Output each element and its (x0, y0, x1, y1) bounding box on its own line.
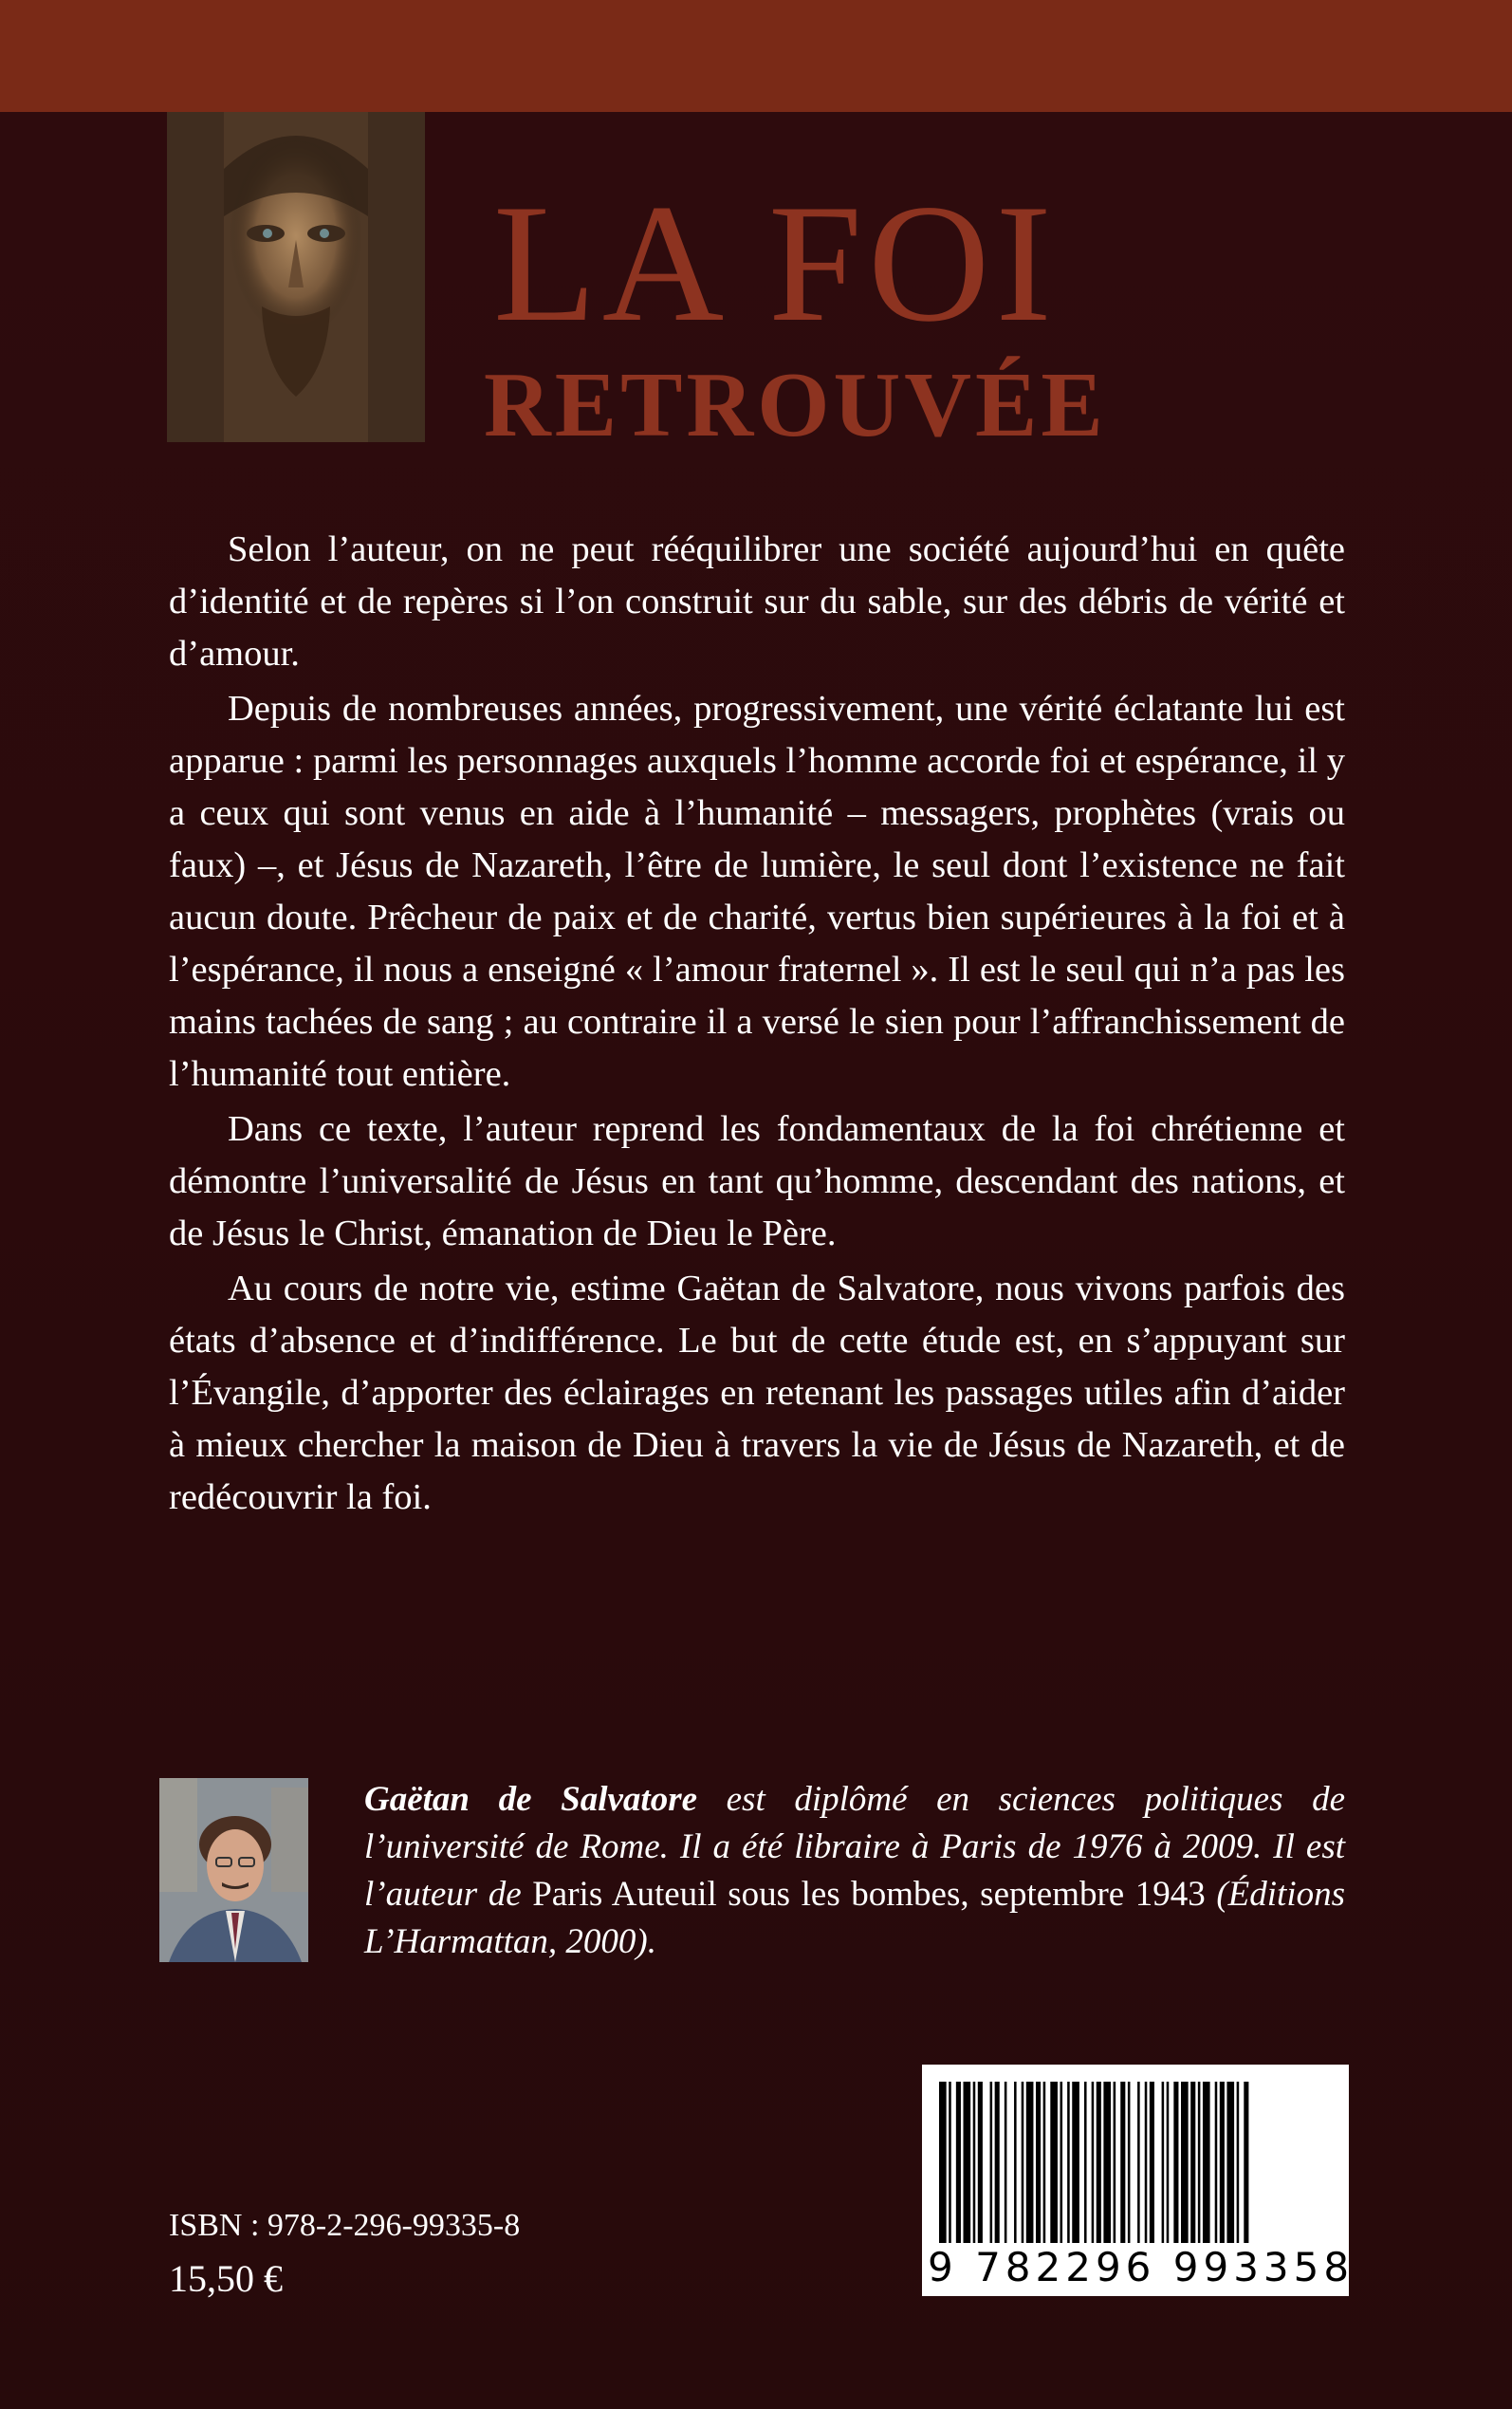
shroud-face-image (167, 112, 425, 442)
barcode-bar (973, 2082, 976, 2243)
price-label: 15,50 € (169, 2257, 283, 2300)
barcode (922, 2065, 1355, 2296)
book-title-line2: RETROUVÉE (484, 354, 1107, 456)
author-name: Gaëtan de Salvatore (364, 1780, 698, 1819)
barcode-bar (1244, 2082, 1248, 2243)
barcode-bar (1114, 2082, 1116, 2243)
barcode-bar (1005, 2082, 1007, 2243)
blurb-paragraph-2: Depuis de nombreuses années, progressivement, une vérité éclatante lui est apparue : parmi les personnages auxquels l’homme accorde foi et espérance, il y a ceux qui sont venus en aide à l’humanité – messagers, prophètes (vrais ou faux) –, et Jésus de Nazareth, l’être de lumière, le seul dont l’existence ne fait aucun doute. Prêcheur de paix et de charité, vertus bien supérieures à la foi et à l’espérance, il nous a enseigné « l’amour fraternel ». Il est le seul qui n’a pas les mains tachées de sang ; au contraire il a versé le sien pour l’affranchissement de l’humanité tout entière. (169, 689, 1345, 1094)
barcode-bar (1181, 2082, 1189, 2243)
barcode-bar (1173, 2082, 1178, 2243)
isbn-label: ISBN : 978-2-296-99335-8 (169, 2208, 521, 2243)
barcode-bar (1215, 2082, 1218, 2243)
barcode-bar (1198, 2082, 1201, 2243)
author-photo (159, 1778, 308, 1962)
barcode-bar (1084, 2082, 1087, 2243)
barcode-bar (990, 2082, 993, 2243)
barcode-bar (939, 2082, 947, 2243)
barcode-bar (1128, 2082, 1131, 2243)
barcode-bar (1237, 2082, 1240, 2243)
barcode-bar (1026, 2082, 1034, 2243)
barcode-bar (1220, 2082, 1225, 2243)
barcode-bar (995, 2082, 1000, 2243)
barcode-bar (1060, 2082, 1063, 2243)
barcode-bar (1050, 2082, 1058, 2243)
barcode-bar (964, 2082, 971, 2243)
barcode-digits: 9 782296 993358 (928, 2244, 1355, 2290)
barcode-bar (1014, 2082, 1017, 2243)
barcode-bar (1150, 2082, 1154, 2243)
barcode-bar (1072, 2082, 1079, 2243)
barcode-bar (1043, 2082, 1046, 2243)
barcode-bar (978, 2082, 983, 2243)
barcode-bar (1120, 2082, 1125, 2243)
blurb-paragraph-1: Selon l’auteur, on ne peut rééquilibrer une société aujourd’hui en quête d’identité et de repères si l’on construit sur du sable, sur des débris de vérité et d’amour. (169, 529, 1345, 674)
barcode-bar (1092, 2082, 1095, 2243)
back-cover-blurb (169, 524, 1345, 1527)
barcode-bar (1226, 2082, 1234, 2243)
book-title-line1: LA FOI (493, 169, 1058, 357)
author-book-title: Paris Auteuil sous les bombes, septembre 1943 (532, 1875, 1206, 1914)
barcode-bar (956, 2082, 961, 2243)
barcode-bar (1190, 2082, 1195, 2243)
barcode-bar (1203, 2082, 1210, 2243)
barcode-bar (1036, 2082, 1041, 2243)
blurb-paragraph-3: Dans ce texte, l’auteur reprend les fondamentaux de la foi chrétienne et démontre l’universalité de Jésus en tant qu’homme, descendant des nations, et de Jésus le Christ, émanation de Dieu le Père. (169, 1109, 1345, 1253)
barcode-bar (949, 2082, 951, 2243)
barcode-bar (1162, 2082, 1165, 2243)
barcode-bar (1022, 2082, 1024, 2243)
barcode-bar (1145, 2082, 1148, 2243)
barcode-bar (1167, 2082, 1170, 2243)
barcode-bar (1067, 2082, 1070, 2243)
author-bio-text-1: est diplômé en sciences politiques de l’université de Rome. Il a été libraire à Paris de 1976 à 2009. Il est l’auteur de (364, 1780, 1345, 1914)
top-color-band (0, 0, 1512, 112)
barcode-bar (1097, 2082, 1101, 2243)
blurb-paragraph-4: Au cours de notre vie, estime Gaëtan de Salvatore, nous vivons parfois des états d’absence et d’indifférence. Le but de cette étude est, en s’appuyant sur l’Évangile, d’apporter des éclairages en retenant les passages utiles afin d’aider à mieux chercher la maison de Dieu à travers la vie de Jésus de Nazareth, et de redécouvrir la foi. (169, 1269, 1345, 1517)
barcode-bar (1103, 2082, 1111, 2243)
barcode-bar (1137, 2082, 1140, 2243)
author-bio (364, 1776, 1345, 1966)
author-bio-text-2: (Éditions L’Harmattan, 2000). (364, 1875, 1345, 1961)
